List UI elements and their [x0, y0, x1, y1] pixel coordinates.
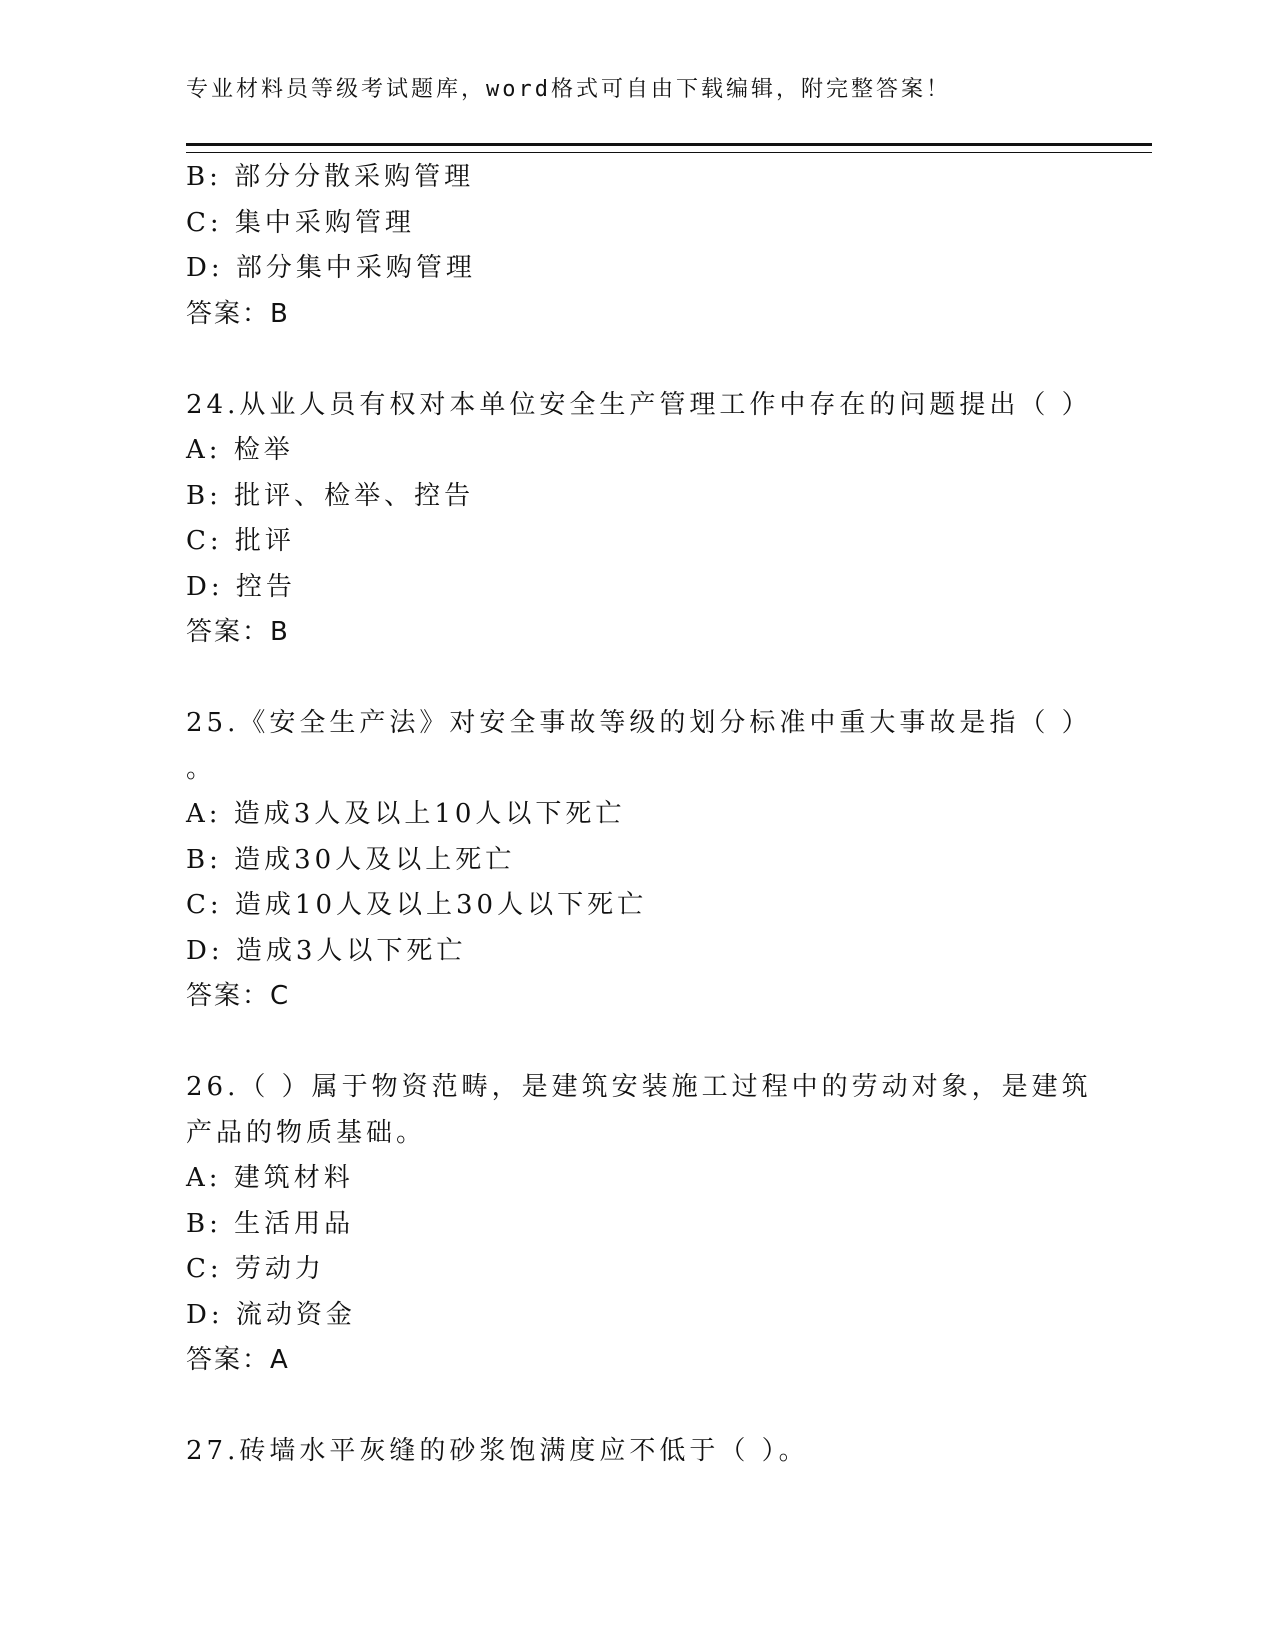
question-text-continued: 产品的物质基础。: [186, 1117, 427, 1148]
answer: 答案：C: [186, 981, 291, 1011]
header-rule: [186, 143, 1152, 153]
option-d: D: 流动资金: [186, 1299, 356, 1330]
question-list: [186, 155, 1092, 1520]
question-text: 26.（ ）属于物资范畴，是建筑安装施工过程中的劳动对象，是建筑: [186, 1072, 1092, 1102]
page-header: 专业材料员等级考试题库，word格式可自由下载编辑，附完整答案！: [186, 77, 951, 102]
option-d: D: 控告: [186, 571, 296, 602]
option-b: B: 生活用品: [186, 1208, 355, 1239]
option-a: A: 建筑材料: [186, 1163, 354, 1193]
option-c: C: 劳动力: [186, 1254, 325, 1284]
option-b: B: 部分分散采购管理: [186, 162, 475, 192]
question-block-26: [186, 1065, 1092, 1384]
option-c: C: 集中采购管理: [186, 207, 415, 238]
question-text: 24.从业人员有权对本单位安全生产管理工作中存在的问题提出（ ）: [186, 389, 1092, 420]
question-text: 25.《安全生产法》对安全事故等级的划分标准中重大事故是指（ ）: [186, 708, 1092, 738]
answer: 答案：A: [186, 1345, 290, 1375]
answer: 答案：B: [186, 298, 290, 329]
option-c: C: 造成10人及以上30人以下死亡: [186, 890, 648, 920]
answer: 答案：B: [186, 617, 290, 647]
option-d: D: 部分集中采购管理: [186, 253, 476, 283]
question-block-25: [186, 701, 1092, 1020]
option-c: C: 批评: [186, 526, 295, 556]
question-block-23: [186, 155, 1086, 337]
option-b: B: 造成30人及以上死亡: [186, 844, 516, 875]
option-a: A: 造成3人及以上10人以下死亡: [186, 799, 626, 829]
option-d: D: 造成3人以下死亡: [186, 935, 467, 966]
question-block-27: [186, 1429, 1086, 1475]
question-block-24: [186, 383, 1092, 656]
question-text: 27.砖墙水平灰缝的砂浆饱满度应不低于（ ）。: [186, 1436, 809, 1466]
question-text-continued: 。: [186, 753, 217, 784]
option-a: A: 检举: [186, 435, 294, 465]
option-b: B: 批评、检举、控告: [186, 480, 475, 511]
